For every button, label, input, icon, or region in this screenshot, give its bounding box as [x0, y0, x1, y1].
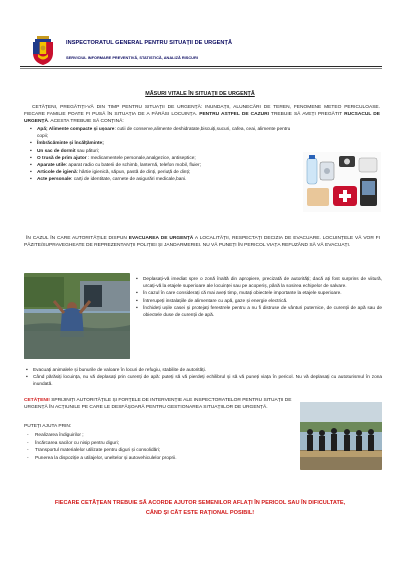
evacuation-paragraph [24, 236, 380, 250]
kit-item: ▪ O trusă de prim ajutor : medicamentele personale,analgezice, antiseptice; [30, 155, 298, 162]
help-lead: PUTEȚI AJUTA PRIN: [24, 424, 72, 429]
evacuation-extra-steps [26, 367, 382, 389]
evacuation-steps [136, 276, 382, 319]
kit-item: ▪ Un sac de dormit sau pături; [30, 148, 298, 155]
kit-item: ▪ Articole de igienă: hârtie igienică, săpun, pastă de dinți, periuță de dinți; [30, 169, 298, 176]
org-name: INSPECTORATUL GENERAL PENTRU SITUAȚII DE URGENȚĂ [66, 40, 233, 46]
intro-text-2: TREBUIE SĂ AVEȚI PREGĂTIT [268, 111, 345, 117]
help-item: - Încărcarea sacilor cu nisip pentru diguri; [26, 440, 296, 448]
evac-text-1: ÎN CAZUL ÎN CARE AUTORITĂȚILE DISPUN [26, 236, 129, 241]
help-item: - Transportul materialelor utilizate pentru diguri și consolidări; [26, 447, 296, 455]
kit-item: ▪ Aparate utile: aparat radio cu baterii de schimb, lanternă, telefon mobil, fluier; [30, 162, 298, 169]
kit-item: ▪ Acte personale: carți de identitate, carnete de asigurări medicale,bani. [30, 176, 298, 183]
page-title: MĂSURI VITALE ÎN SITUAȚII DE URGENȚĂ [145, 91, 255, 97]
help-alert: CETĂȚENI! [24, 398, 50, 403]
evac-step: ▪ Închideți ușile casei și protejați ferestrele pentru a nu fi distruse de vânturi puternice, de curenții de apă sau de obiectele duse de curenții de apă. [136, 305, 382, 319]
evac-bold: EVACUAREA DE URGENȚĂ [128, 236, 194, 241]
footer-line-2: CÂND ȘI CÂT ESTE RAȚIONAL POSIBIL! [145, 509, 255, 516]
intro-bold-1: PENTRU ASTFEL DE CAZURI [199, 111, 269, 117]
evac-step: ▪ Deplasați-vă imediat spre o zonă înaltă din apropiere, precizată de autorități; dacă ați fost surprins de viitură, urcați-vă la etajele superioare ale locuinței sau pe acoperiș, până la sosirea echipelor de salvare. [136, 276, 382, 290]
service-name: SERVICIUL INFORMARE PREVENTIVĂ, STATISTICĂ, ANALIZĂ RISCURI [66, 55, 198, 60]
flood-photo [24, 273, 130, 359]
igsu-logo [30, 36, 56, 66]
help-paragraph [24, 398, 296, 412]
sandbag-photo [300, 402, 382, 470]
help-text: SPRIJINIȚI AUTORITĂȚILE ȘI FORȚELE DE INTERVENȚIE ALE INSPECTORATELOR PENTRU SITUAȚII DE URGENȚĂ ÎN ACȚIUNILE PE CARE LE DESFĂȘOARĂ PENTRU GESTIONAREA SITUAȚIILOR DE URGENȚĂ. [24, 398, 292, 410]
intro-text-1: CETĂȚENI, PREGĂTIȚI-VĂ DIN TIMP PENTRU SITUAȚII DE URGENȚĂ: INUNDAȚII, ALUNECĂRI DE TEREN, FENOMENE METEO PERICULOASE. FIECARE FAMILIE POATE FI PUSĂ ÎN SITUAȚIA DE A PĂRĂSI LOCUINȚA. [24, 105, 380, 117]
evac-step: ▪ Când părăsiți locuința, nu vă deplasați prin curenți de apă: puteți să vă pierdeți echilibrul și să vă puneți viața în pericol. Nu vă deplasați cu autoturismul în zona inundată. [26, 374, 382, 388]
header-divider-thin [20, 68, 382, 69]
evac-step: ▪ În cazul în care considerați că mai aveți timp, mutați obiectele importante la etajele superioare. [136, 290, 382, 297]
footer-line-1: FIECARE CETĂȚEAN TREBUIE SĂ ACORDE AJUTOR SEMENILOR AFLAȚI ÎN PERICOL SAU ÎN DIFICULTATE, [54, 500, 346, 506]
kit-list [30, 126, 298, 184]
help-list [26, 432, 296, 462]
evac-step: ▪ Evacuați animalele și bunurile de valoare în locuri de refugiu, stabilite de autorități. [26, 367, 382, 374]
intro-text-3: . ACESTA TREBUIE SĂ CONȚINĂ: [47, 118, 124, 124]
intro-bold-2: RUCSACUL DE URGENȚĂ [24, 111, 380, 124]
help-item: - Realizarea îndiguirilor ; [26, 432, 296, 440]
help-item: - Punerea la dispoziție a utilajelor, uneltelor și autovehiculelor proprii. [26, 455, 296, 463]
footer-message [14, 499, 386, 518]
emergency-kit-image [303, 152, 381, 212]
evac-text-2: A LOCALITĂȚII, RESPECTAȚI DECIZIA DE EVACUARE. LOCUINȚELE VĂ VOR FI PĂZITE/SUPRAVEGHEATE DE REPREZENTANȚII POLIȚIEI ȘI JANDARMERIEI. NU VĂ PUNEȚI ÎN PERICOL VIAȚA REFUZÂND SĂ VĂ EVACUAȚI. [24, 236, 380, 248]
header-divider [20, 66, 382, 67]
evac-step: ▪ Întrerupeți instalațiile de alimentare cu apă, gaze și energie electrică. [136, 298, 382, 305]
kit-item: ▪ Apă; Alimente compacte și ușoare: cutii de conserve,alimente deshidratate,biscuiți,sucuri, cafea, ceai, alimente pentru copii; [30, 126, 298, 140]
intro-paragraph [24, 105, 380, 126]
kit-item: ▪ Îmbrăcăminte și încălțăminte; [30, 140, 298, 147]
